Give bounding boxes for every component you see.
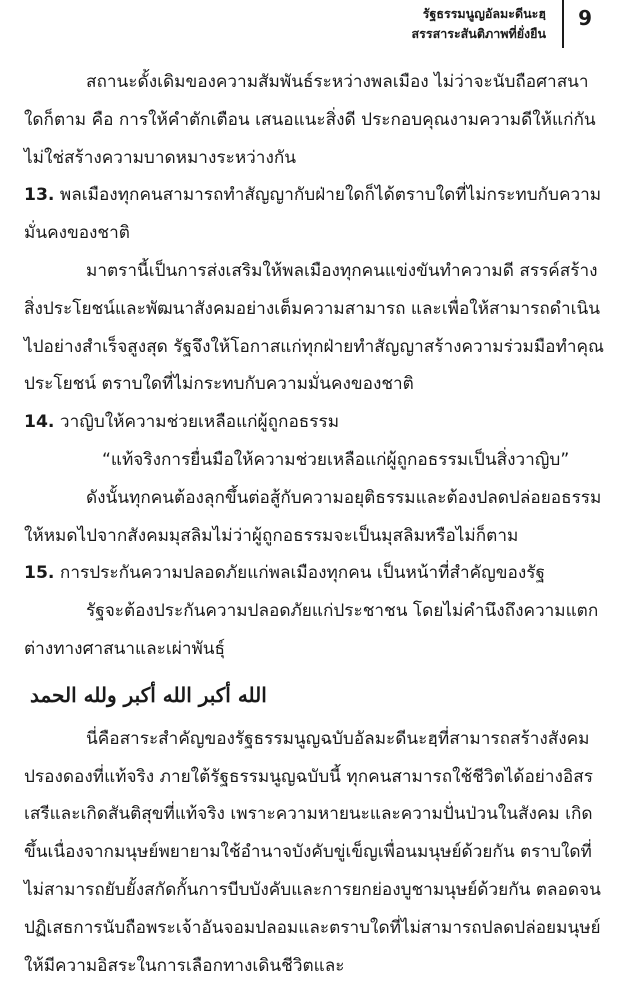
header-divider: [562, 0, 564, 48]
arabic-takbir: الله أكبر الله أكبر ولله الحمد: [30, 682, 267, 707]
article-14: [24, 404, 606, 442]
paragraph-3: ดังนั้นทุกคนต้องลุกขึ้นต่อสู้กับความอยุติธรรมและต้องปลดปล่อยอธรรมให้หมดไปจากสังคมมุสลิมไม่ว่าผู้ถูกอธรรมจะเป็นมุสลิมหรือไม่ก็ตาม: [24, 487, 602, 546]
article-15-text: การประกันความปลอดภัยแก่พลเมืองทุกคน เป็นหน้าที่สำคัญของรัฐ: [59, 563, 545, 584]
paragraph-4: รัฐจะต้องประกันความปลอดภัยแก่ประชาชน โดยไม่คำนึงถึงความแตกต่างทางศาสนาและเผ่าพันธุ์: [24, 601, 599, 659]
article-13-text: พลเมืองทุกคนสามารถทำสัญญากับฝ่ายใดก็ได้ตราบใดที่ไม่กระทบกับความมั่นคงของชาติ: [24, 185, 602, 244]
article-15: [24, 555, 606, 593]
page-header: [0, 0, 630, 52]
running-title-line1: รัฐธรรมนูญอัลมะดีนะฮฺ: [422, 6, 546, 21]
paragraph-2: มาตรานี้เป็นการส่งเสริมให้พลเมืองทุกคนแข่งขันทำความดี สรรค์สร้างสิ่งประโยชน์และพัฒนาสังคมอย่างเต็มความสามารถ และเพื่อให้สามารถดำเนินไปอย่างสำเร็จสูงสุด รัฐจึงให้โอกาสแก่ทุกฝ่ายทำสัญญาสร้างความร่วมมือทำคุณประโยชน์ ตราบใดที่ไม่กระทบกับความมั่นคงของชาติ: [24, 260, 604, 395]
running-title-line2: สรรสาระสันติภาพที่ยั่งยืน: [411, 26, 546, 41]
article-13: [24, 177, 606, 253]
article-13-number: 13.: [24, 185, 55, 206]
page-number: 9: [578, 6, 592, 30]
running-title: [412, 4, 546, 44]
paragraph-1: สถานะดั้งเดิมของความสัมพันธ์ระหว่างพลเมือง ไม่ว่าจะนับถือศาสนาใดก็ตาม คือ การให้คำตักเตือน เสนอแนะสิ่งดี ประกอบคุณงามความดีให้แก่กัน ไม่ใช่สร้างความบาดหมางระหว่างกัน: [24, 72, 596, 168]
paragraph-5: นี่คือสาระสำคัญของรัฐธรรมนูญฉบับอัลมะดีนะฮฺที่สามารถสร้างสังคมปรองดองที่แท้จริง ภายใต้รัฐธรรมนูญฉบับนี้ ทุกคนสามารถใช้ชีวิตได้อย่างอิสรเสรีและเกิดสันติสุขที่แท้จริง เพราะความหายนะและความปั่นป่วนในสังคม เกิดขึ้นเนื่องจากมนุษย์พยายามใช้อำนาจบังคับขู่เข็ญเพื่อนมนุษย์ด้วยกัน ตราบใดที่ไม่สามารถยับยั้งสกัดกั้นการบีบบังคับและการยกย่องบูชามนุษย์ด้วยกัน ตลอดจนปฏิเสธการนับถือพระเจ้าอันจอมปลอมและตราบใดที่ไม่สามารถปลดปล่อยมนุษย์ให้มีความอิสระในการเลือกทางเดินชีวิตและ: [24, 728, 601, 976]
article-14-text: วาญิบให้ความช่วยเหลือแก่ผู้ถูกอธรรม: [59, 412, 340, 433]
article-15-number: 15.: [24, 563, 55, 584]
article-14-number: 14.: [24, 412, 55, 433]
page-body: [24, 64, 606, 985]
hadith-quote: “แท้จริงการยื่นมือให้ความช่วยเหลือแก่ผู้ถูกอธรรมเป็นสิ่งวาญิบ”: [102, 449, 570, 470]
